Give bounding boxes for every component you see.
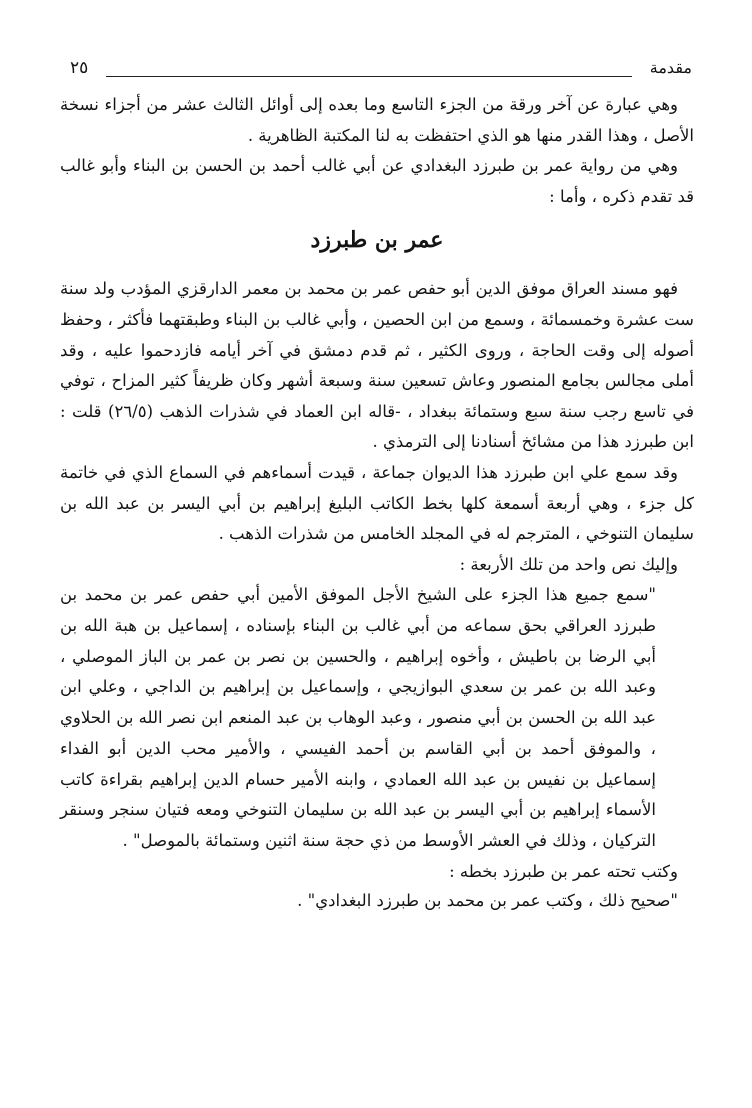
running-title: مقدمة: [649, 58, 692, 77]
intro-paragraph-1: وهي عبارة عن آخر ورقة من الجزء التاسع وما بعده إلى أوائل الثالث عشر من أجزاء نسخة الأصل ، وهذا القدر منها هو الذي احتفظت به لنا المكتبة الظاهرية .: [60, 95, 694, 145]
header-rule: [106, 76, 632, 77]
section-heading: عمر بن طبرزد: [310, 227, 444, 254]
intro-to-quote: وإليك نص واحد من تلك الأربعة :: [459, 554, 678, 574]
closing-line-2: "صحيح ذلك ، وكتب عمر بن محمد بن طبرزد البغدادي" .: [297, 890, 678, 910]
page-number: ٢٥: [70, 58, 89, 78]
audition-quote: "سمع جميع هذا الجزء على الشيخ الأجل الموفق الأمين أبي حفص عمر بن محمد بن طبرزد العراقي بحق سماعه من أبي غالب بن البناء بإسناده ، إسماعيل بن هبة الله بن أبي الرضا بن باطيش ، وأخوه إبراهيم ، والحسين بن نصر بن عمر بن الباز الموصلي ، وعبد الله بن عمر بن سعدي البوازيجي ، وإسماعيل بن إبراهيم بن الداجي ، وعلي ابن عبد الله بن الحسن بن أبي منصور ، وعبد الوهاب بن عبد المنعم ابن نصر الله بن الحلاوي ، والموفق أحمد بن أبي القاسم بن أحمد الفيسي ، والأمير محب الدين أبو الفداء إسماعيل بن نفيس بن عبد الله العمادي ، وابنه الأمير حسام الدين إبراهيم بقراءة كاتب الأسماء إبراهيم بن أبي اليسر بن عبد الله بن سليمان التنوخي ومعه فتيان سنجر وسنقر التركيان ، وذلك في العشر الأوسط من ذي حجة سنة اثنين وستمائة بالموصل" .: [60, 585, 656, 850]
biography-paragraph: فهو مسند العراق موفق الدين أبو حفص عمر بن محمد بن معمر الدارقزي المؤدب ولد سنة ست عشرة وخمسمائة ، وسمع من ابن الحصين ، وأبي غالب بن البناء وطبقتهما فأكثر ، وحفظ أصوله إلى وقت الحاجة ، وروى الكثير ، ثم قدم دمشق في آخر أيامه فازدحموا عليه ، وقد أملى مجالس بجامع المنصور وعاش تسعين سنة وسبعة أشهر وكان ظريفاً كثير المزاح ، توفي في تاسع رجب سنة سبع وستمائة ببغداد ، -قاله ابن العماد في شذرات الذهب (٢٦/٥) قلت : ابن طبرزد هذا من مشائخ أسنادنا إلى الترمذي .: [60, 279, 694, 452]
intro-paragraph-2: وهي من رواية عمر بن طبرزد البغدادي عن أبي غالب أحمد بن الحسن بن البناء وأبو غالب قد تقدم ذكره ، وأما :: [60, 156, 694, 206]
page-body: [60, 90, 694, 915]
page-header: [62, 58, 692, 82]
audition-paragraph: وقد سمع علي ابن طبرزد هذا الديوان جماعة ، قيدت أسماءهم في السماع الذي في خاتمة كل جزء ، وهي أربعة أسمعة كلها بخط الكاتب البليغ إبراهيم بن أبي اليسر بن عبد الله بن سليمان التنوخي ، المترجم له في المجلد الخامس من شذرات الذهب .: [60, 462, 694, 544]
closing-line-1: وكتب تحته عمر بن طبرزد بخطه :: [449, 861, 678, 881]
